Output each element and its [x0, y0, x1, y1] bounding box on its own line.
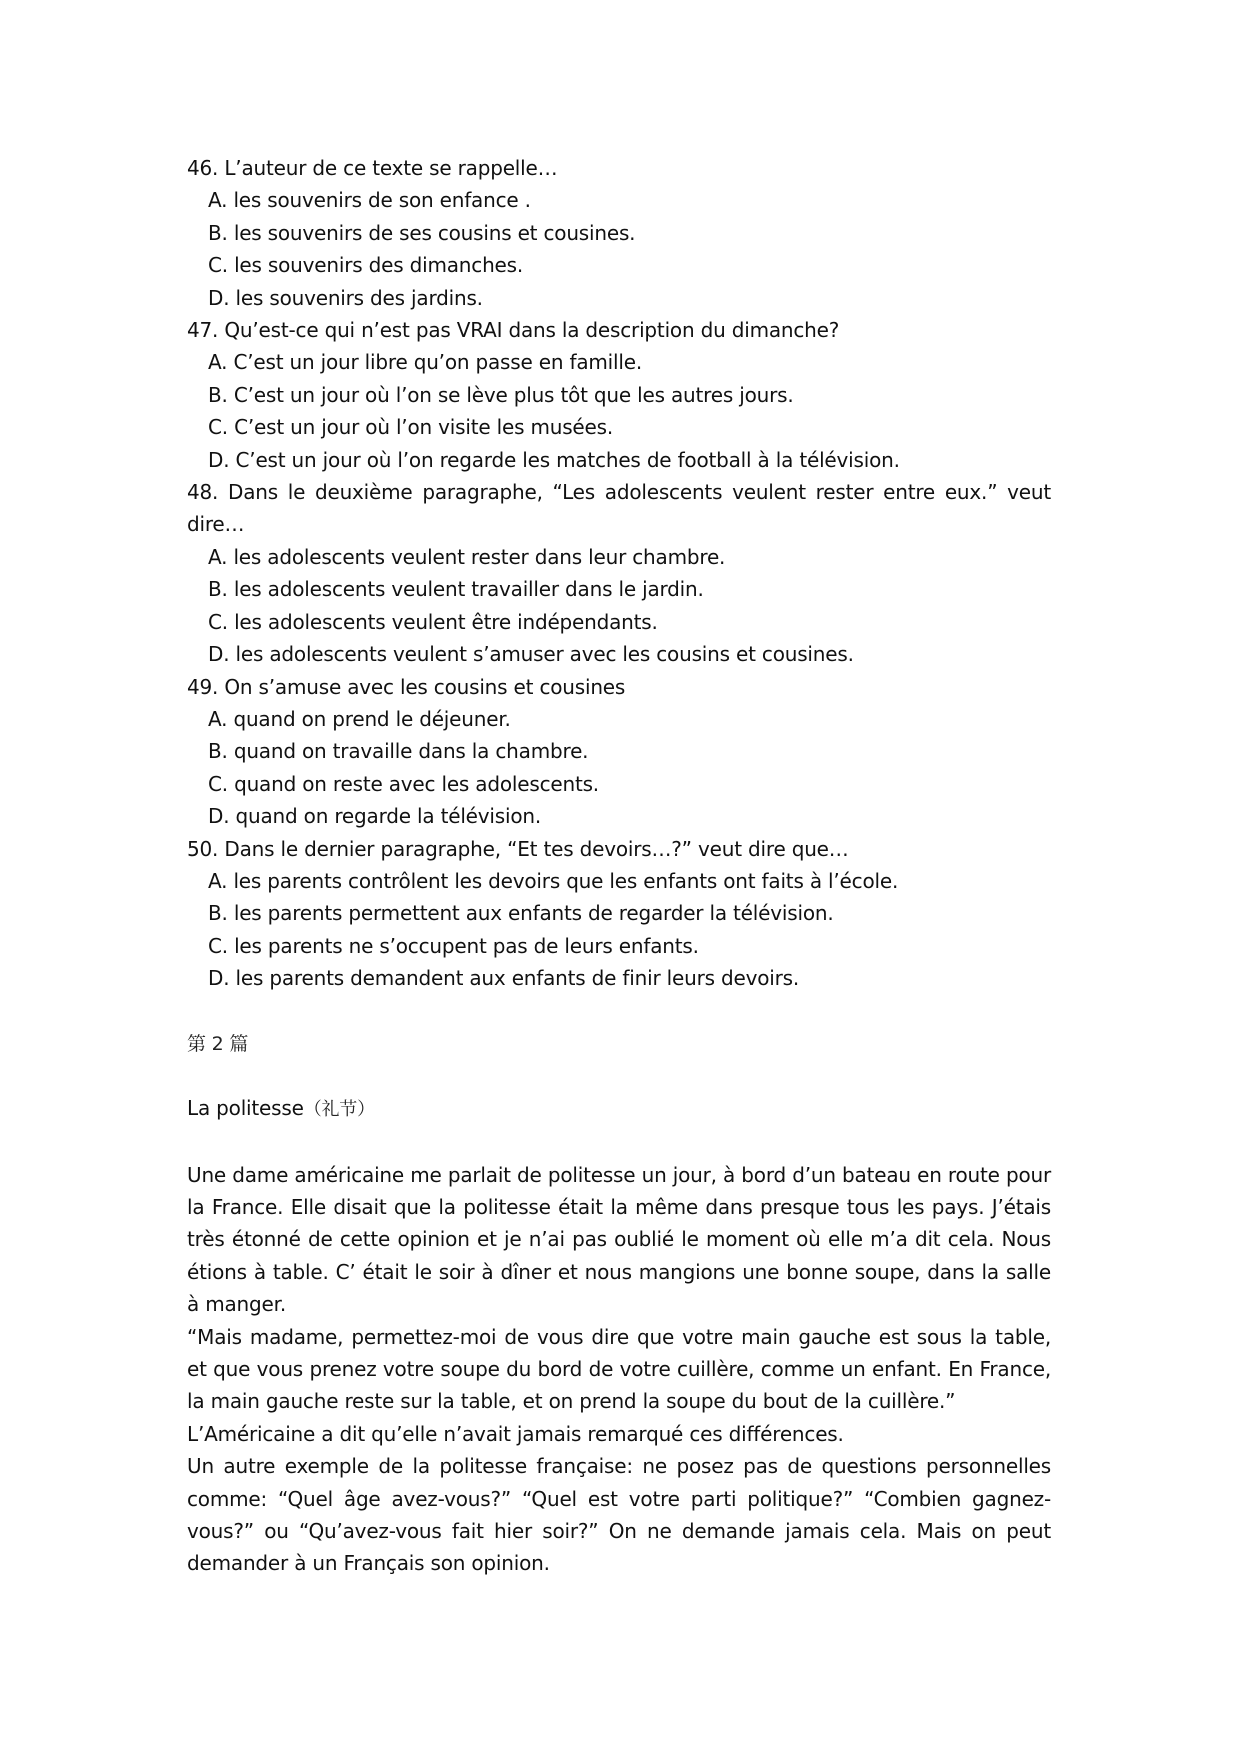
section-label-text: 第 2 篇 [187, 1032, 249, 1055]
question-stem: 47. Qu’est-ce qui n’est pas VRAI dans la description du dimanche? [187, 318, 840, 343]
option-a: A. les adolescents veulent rester dans leur chambre. [208, 544, 726, 569]
option-b: B. les souvenirs de ses cousins et cousines. [208, 220, 636, 245]
question-50 [187, 833, 1051, 995]
option-b: B. les parents permettent aux enfants de regarder la télévision. [208, 901, 834, 926]
question-47 [187, 314, 1051, 476]
option-b: B. quand on travaille dans la chambre. [208, 739, 589, 764]
section-label [187, 1027, 1051, 1059]
question-48 [187, 476, 1051, 670]
option-b: B. les adolescents veulent travailler dans le jardin. [208, 577, 704, 602]
option-a: A. les souvenirs de son enfance . [208, 188, 531, 213]
option-c: C. quand on reste avec les adolescents. [208, 771, 599, 796]
option-b: B. C’est un jour où l’on se lève plus tôt que les autres jours. [208, 382, 794, 407]
question-stem: 49. On s’amuse avec les cousins et cousines [187, 674, 626, 699]
passage-title [187, 1092, 1051, 1126]
option-a: A. les parents contrôlent les devoirs que les enfants ont faits à l’école. [208, 868, 899, 893]
passage-paragraph-4: Un autre exemple de la politesse française: ne posez pas de questions personnelles comme: “Quel âge avez-vous?” “Quel est votre parti politique?” “Combien gagnez-vous?” ou “Qu’avez-vous fait hier soir?” On ne demande jamais cela. Mais on peut demander à un Français son opinion. [187, 1454, 1051, 1576]
question-stem: 50. Dans le dernier paragraphe, “Et tes devoirs…?” veut dire que… [187, 836, 849, 861]
passage-title-text: La politesse [187, 1095, 304, 1120]
option-d: D. les adolescents veulent s’amuser avec les cousins et cousines. [208, 642, 854, 667]
option-c: C. les adolescents veulent être indépendants. [208, 609, 658, 634]
option-d: D. les parents demandent aux enfants de finir leurs devoirs. [208, 966, 800, 991]
option-c: C. C’est un jour où l’on visite les musées. [208, 415, 614, 440]
option-d: D. quand on regarde la télévision. [208, 804, 542, 829]
option-a: A. C’est un jour libre qu’on passe en famille. [208, 350, 643, 375]
passage-title-gloss: （礼节） [303, 1098, 375, 1120]
passage-paragraph-2: “Mais madame, permettez-moi de vous dire que votre main gauche est sous la table, et que vous prenez votre soupe du bord de votre cuillère, comme un enfant. En France, la main gauche reste sur la table, et on prend la soupe du bout de la cuillère.” [187, 1324, 1051, 1414]
option-a: A. quand on prend le déjeuner. [208, 706, 511, 731]
option-d: D. C’est un jour où l’on regarde les matches de football à la télévision. [208, 447, 900, 472]
option-d: D. les souvenirs des jardins. [208, 285, 483, 310]
question-stem: 46. L’auteur de ce texte se rappelle… [187, 156, 558, 180]
passage-body [187, 1159, 1051, 1580]
option-c: C. les parents ne s’occupent pas de leurs enfants. [208, 933, 699, 958]
question-49 [187, 671, 1051, 833]
question-46 [187, 152, 1051, 314]
option-c: C. les souvenirs des dimanches. [208, 253, 524, 278]
document-page [187, 152, 1051, 1580]
passage-paragraph-1: Une dame américaine me parlait de politesse un jour, à bord d’un bateau en route pour la France. Elle disait que la politesse était la même dans presque tous les pays. J’étais très étonné de cette opinion et je n’ai pas oublié le moment où elle m’a dit cela. Nous étions à table. C’ était le soir à dîner et nous mangions une bonne soupe, dans la salle à manger. [187, 1162, 1051, 1317]
passage-paragraph-3: L’Américaine a dit qu’elle n’avait jamais remarqué ces différences. [187, 1421, 844, 1446]
question-stem: 48. Dans le deuxième paragraphe, “Les adolescents veulent rester entre eux.” veut dire… [187, 480, 1051, 537]
